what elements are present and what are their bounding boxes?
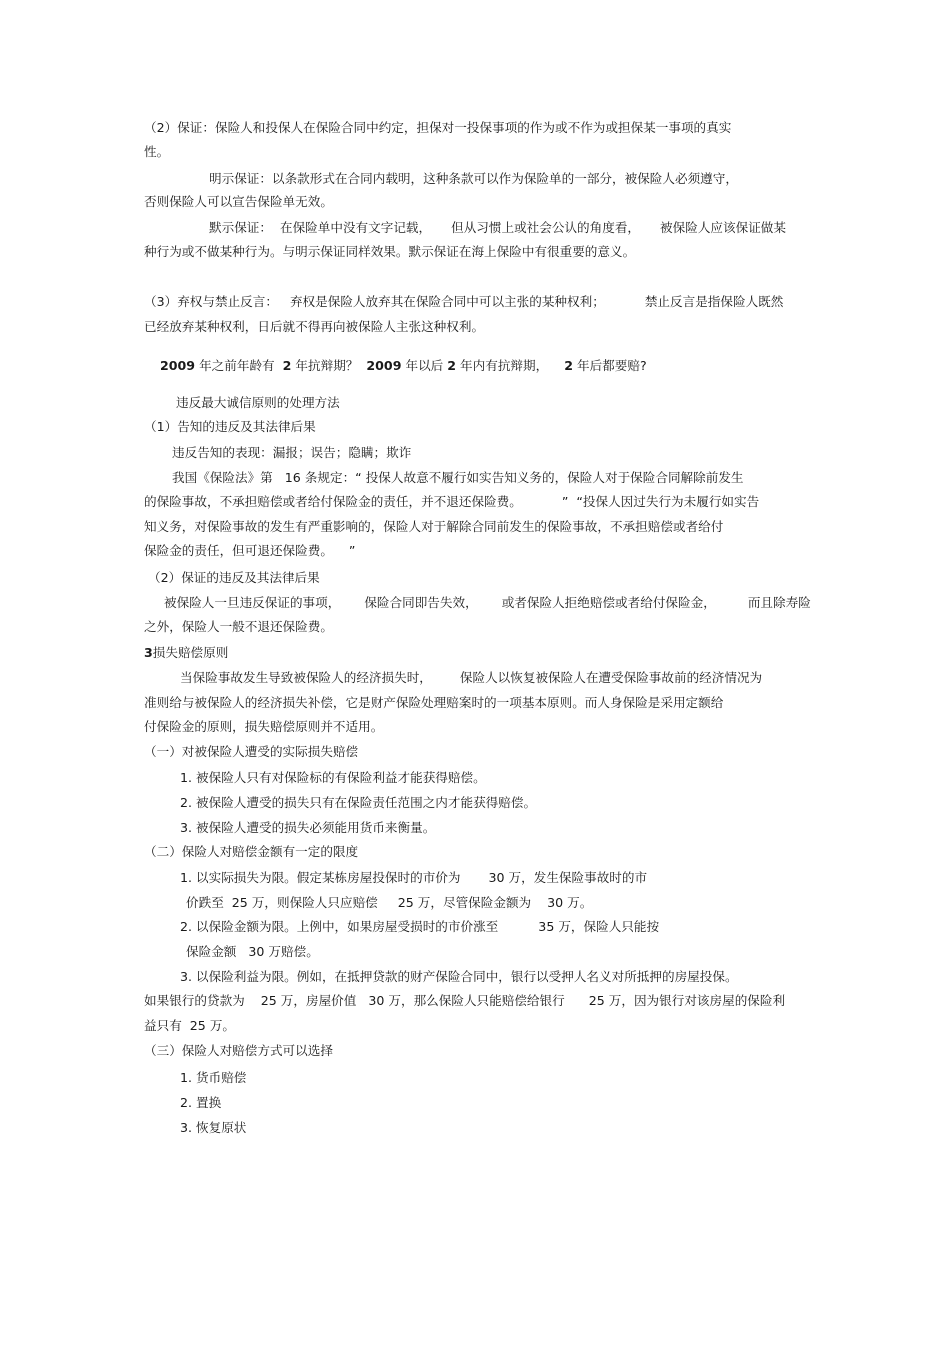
list-item: 1. 以实际损失为限。假定某栋房屋投保时的市价为 30 万，发生保险事故时的市 [180,870,648,885]
list-item: 1. 被保险人只有对保险标的有保险利益才能获得赔偿。 [180,770,486,785]
subsection-heading: （2）保证的违反及其法律后果 [148,570,320,585]
text-line: 如果银行的贷款为 25 万，房屋价值 30 万，那么保险人只能赔偿给银行 25 万，因为银行对该房屋的保险利 [144,993,786,1008]
text-line: （3）弃权与禁止反言： 弃权是保险人放弃其在保险合同中可以主张的某种权利； 禁止反言是指保险人既然 [144,294,784,309]
text-span: 年以后 [401,357,448,373]
text-line: 明示保证：以条款形式在合同内载明，这种条款可以作为保险单的一部分，被保险人必须遵守， [209,171,738,186]
text-line: 准则给与被保险人的经济损失补偿，它是财产保险处理赔案时的一项基本原则。而人身保险是采用定额给 [144,695,724,710]
list-item: 3. 恢复原状 [180,1120,247,1135]
text-line: 否则保险人可以宣告保险单无效。 [144,194,333,209]
text-span: 年之前年龄有 [195,357,283,373]
number-text: 2 [447,357,457,373]
text-line: 之外，保险人一般不退还保险费。 [144,619,333,634]
text-line: （2）保证：保险人和投保人在保险合同中约定，担保对一投保事项的作为或不作为或担保某一事项的真实 [144,120,732,135]
subsection-heading: （三）保险人对赔偿方式可以选择 [144,1043,333,1058]
text-span: 年内有抗辩期， [456,357,565,373]
list-item: 2. 置换 [180,1095,222,1110]
text-line: 付保险金的原则，损失赔偿原则并不适用。 [144,719,384,734]
section-number: 3 [144,645,153,660]
text-line: 当保险事故发生导致被保险人的经济损失时， 保险人以恢复被保险人在遭受保险事故前的经济情况为 [180,670,763,685]
text-line: 默示保证： 在保险单中没有文字记载， 但从习惯上或社会公认的角度看， 被保险人应该保证做某 [209,220,786,235]
text-span: 年后都要赔? [572,357,647,373]
text-line: 保险金额 30 万赔偿。 [186,944,319,959]
year-text: 2009 [160,357,196,373]
text-line: 保险金的责任，但可退还保险费。 ” [144,543,356,558]
list-item: 3. 被保险人遭受的损失必须能用货币来衡量。 [180,820,436,835]
number-text: 2 [564,357,573,373]
section-heading: 违反最大诚信原则的处理方法 [176,395,340,410]
bold-question-line [144,347,647,385]
text-line: 被保险人一旦违反保证的事项， 保险合同即告失效， 或者保险人拒绝赔偿或者给付保险金， 而且除寿险 [164,595,811,610]
text-line: 已经放弃某种权利，日后就不得再向被保险人主张这种权利。 [144,319,485,334]
text-line: 我国《保险法》第 16 条规定：“ 投保人故意不履行如实告知义务的，保险人对于保险合同解除前发生 [172,470,744,485]
text-line: 的保险事故，不承担赔偿或者给付保险金的责任，并不退还保险费。 ” “投保人因过失行为未履行如实告 [144,494,760,509]
number-text: 2 [282,357,292,373]
text-line: 价跌至 25 万，则保险人只应赔偿 25 万，尽管保险金额为 30 万。 [186,895,593,910]
list-item: 1. 货币赔偿 [180,1070,247,1085]
text-line: 知义务，对保险事故的发生有严重影响的，保险人对于解除合同前发生的保险事故，不承担赔偿或者给付 [144,519,724,534]
text-line: 性。 [144,144,170,159]
list-item: 2. 被保险人遭受的损失只有在保险责任范围之内才能获得赔偿。 [180,795,537,810]
text-line: 种行为或不做某种行为。与明示保证同样效果。默示保证在海上保险中有很重要的意义。 [144,244,636,259]
year-text: 2009 [366,357,402,373]
subsection-heading: （二）保险人对赔偿金额有一定的限度 [144,844,359,859]
subsection-heading: （1）告知的违反及其法律后果 [144,419,316,434]
text-line: 益只有 25 万。 [144,1018,236,1033]
section-title: 损失赔偿原则 [152,645,229,660]
text-line: 违反告知的表现：漏报；误告；隐瞒；欺诈 [172,445,412,460]
list-item: 2. 以保险金额为限。上例中，如果房屋受损时的市价涨至 35 万，保险人只能按 [180,919,660,934]
list-item: 3. 以保险利益为限。例如，在抵押贷款的财产保险合同中，银行以受押人名义对所抵押的房屋投保。 [180,969,738,984]
section-heading [144,647,228,660]
text-span: 年抗辩期？ [291,357,367,373]
subsection-heading: （一）对被保险人遭受的实际损失赔偿 [144,744,359,759]
